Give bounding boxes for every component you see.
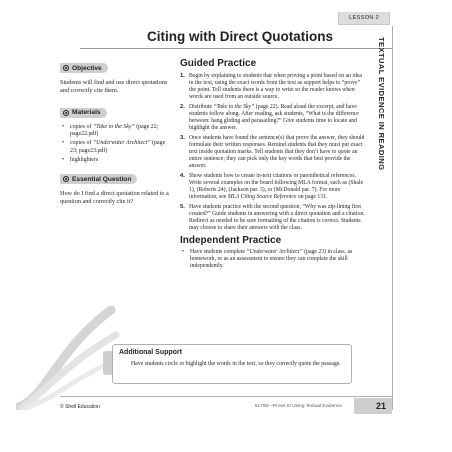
vertical-divider — [392, 26, 393, 410]
page-number: 21 — [354, 398, 392, 414]
materials-list — [60, 124, 170, 165]
independent-list — [180, 249, 366, 270]
list-item: • highlighters — [60, 157, 170, 164]
list-item: 1. Begin by explaining to students that when proving a point based on an idea in the text, using the exact words from the text as support helps to “prove” the point. Tell students there is a way to write so the reader knows when words are used from an outside source. — [180, 73, 362, 100]
materials-label: Materials — [72, 109, 101, 116]
essential-question-chip — [60, 174, 137, 184]
materials-chip — [60, 108, 107, 118]
objective-label: Objective — [72, 64, 102, 72]
footer-publisher: © Shell Education — [60, 404, 100, 410]
page-title: Citing with Direct Quotations — [147, 29, 333, 44]
decorative-swirl — [16, 290, 124, 410]
title-divider — [80, 48, 392, 49]
guided-steps — [180, 73, 366, 232]
footer-product: 51790—Prove It! Using Textual Evidence — [254, 404, 342, 409]
objective-text: Students will find and use direct quotations and correctly cite them. — [60, 79, 168, 94]
main-content — [180, 58, 366, 270]
guided-practice-heading: Guided Practice — [180, 58, 257, 69]
sidebar — [60, 58, 170, 206]
essential-question-section — [60, 169, 170, 206]
list-item: • copies of “Underwater Architect” (page 23; page23.pdf) — [60, 140, 170, 155]
essential-question-text: How do I find a direct quotation related to a question and correctly cite it? — [60, 190, 169, 206]
additional-support-box — [112, 344, 352, 384]
list-item: 2. Distribute “Take to the Sky” (page 22). Read aloud the excerpt, and have students follow along. After reading, ask students, “What is the difference between: hang gliding and parasailing?” Give students time to locate and highlight the answer. — [180, 104, 359, 131]
vertical-section-title: TEXTUAL EVIDENCE IN READING — [377, 37, 386, 171]
lesson-tab: LESSON 2 — [338, 12, 390, 25]
target-icon — [63, 176, 69, 182]
target-icon — [63, 110, 69, 116]
list-item: 3. Once students have found the sentence(s) that prove the answer, they should formulate their written responses. Remind students that they must put exact text inside quotation marks. Tell students that they don’t have to quote an entire sentence; they can pick only the key words that best provide the answer. — [180, 135, 365, 169]
list-item: • Have students complete “Underwater Architect” (page 23) in class, as homework, or as an assessment to ensure they can complete the skill independently. — [180, 249, 366, 270]
essential-question-label: Essential Question — [72, 175, 132, 183]
target-icon — [63, 65, 69, 71]
objective-section — [60, 58, 170, 95]
materials-section — [60, 103, 170, 165]
additional-support-heading: Additional Support — [119, 349, 182, 356]
list-item: • copies of “Take to the Sky” (page 22; page22.pdf) — [60, 124, 170, 139]
objective-chip — [60, 63, 108, 73]
footer-divider — [60, 396, 392, 397]
additional-support-text: Have students circle or highlight the words in the text, so they correctly quote the passage. — [131, 361, 341, 367]
independent-practice-heading: Independent Practice — [180, 235, 282, 246]
list-item: 4. Show students how to create in-text citations or parenthetical references. Write several examples on the board following MLA format, such as (Shale 1), (Roberts 24), (Jackson par. 3), or (McDonald par. 7). For more information, see MLA Citing Source Reference on page 131. — [180, 173, 364, 200]
list-item: 5. Have students practice with the second question, “Why was zip-lining first created?” Guide students in answering with a direct quotation and a citation. Redirect as needed to be sure formatting of the citation is correct. Students may choose to share their answers with the class. — [180, 204, 365, 231]
